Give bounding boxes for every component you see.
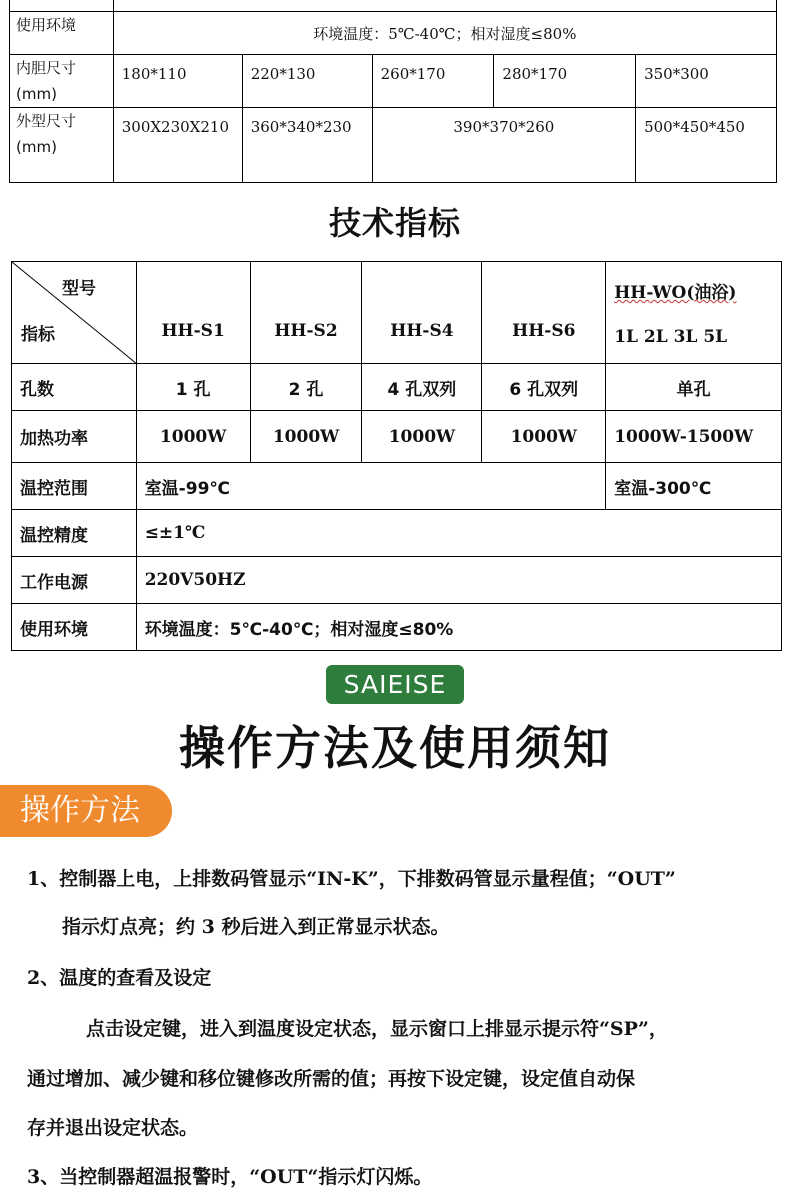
inner-size-cell: 280*170 [494, 55, 636, 108]
range-label: 温控范围 [12, 463, 137, 510]
corner-index-label: 指标 [21, 325, 55, 345]
spec-table-top [9, 0, 777, 183]
outer-size-cell: 300X230X210 [113, 108, 242, 183]
corner-model-label: 型号 [62, 279, 96, 299]
power-label: 加热功率 [12, 411, 137, 463]
tech-heading: 技术指标 [328, 204, 461, 242]
corner-header [12, 262, 137, 364]
p1-line2: 指示灯点亮；约 3 秒后进入到正常显示状态。 [62, 916, 450, 938]
p2-title: 2、温度的查看及设定 [27, 967, 212, 989]
range-wo: 室温-300℃ [606, 463, 782, 510]
inner-size-cell: 180*110 [113, 55, 242, 108]
env-label: 使用环境 [12, 604, 137, 651]
holes-label: 孔数 [12, 364, 137, 411]
p2-line1: 点击设定键，进入到温度设定状态，显示窗口上排显示提示符“SP”， [86, 1018, 668, 1040]
inner-size-label-line2: (mm) [16, 85, 57, 103]
inner-size-label [10, 55, 114, 108]
model-header: HH-S1 [136, 262, 250, 364]
outer-size-cell: 500*450*450 [636, 108, 777, 183]
section-tag: 操作方法 [0, 785, 172, 837]
power-cell: 1000W-1500W [606, 411, 782, 463]
p3-line1: 3、当控制器超温报警时，“OUT“指示灯闪烁。 [27, 1166, 433, 1188]
holes-cell: 2 孔 [250, 364, 362, 411]
outer-size-label-line2: (mm) [16, 138, 57, 156]
precision-value: ≤±1℃ [136, 510, 781, 557]
outer-size-cell: 390*370*260 [372, 108, 635, 183]
model-header-wo [606, 262, 782, 364]
power-cell: 1000W [362, 411, 482, 463]
power-cell: 1000W [250, 411, 362, 463]
holes-cell: 4 孔双列 [362, 364, 482, 411]
precision-label: 温控精度 [12, 510, 137, 557]
outer-size-label [10, 108, 114, 183]
supply-value: 220V50HZ [136, 557, 781, 604]
model-header: HH-S4 [362, 262, 482, 364]
inner-size-cell: 220*130 [242, 55, 372, 108]
power-cell: 1000W [136, 411, 250, 463]
model-header: HH-S6 [482, 262, 606, 364]
supply-label: 工作电源 [12, 557, 137, 604]
outer-size-label-line1: 外型尺寸 [16, 112, 77, 130]
model-wo-line1: HH-WO(油浴) [614, 283, 737, 303]
tech-table [11, 261, 782, 651]
ops-heading: 操作方法及使用须知 [179, 721, 611, 775]
holes-cell: 6 孔双列 [482, 364, 606, 411]
env-value: 环境温度：5℃-40℃；相对湿度≤80% [113, 12, 776, 55]
p1-line1: 1、控制器上电，上排数码管显示“IN-K”，下排数码管显示量程值；“OUT” [27, 868, 676, 890]
p2-line2: 通过增加、减少键和移位键修改所需的值；再按下设定键，设定值自动保 [27, 1068, 636, 1090]
inner-size-cell: 350*300 [636, 55, 777, 108]
holes-cell: 1 孔 [136, 364, 250, 411]
inner-size-cell: 260*170 [372, 55, 494, 108]
p2-line3: 存并退出设定状态。 [27, 1117, 199, 1139]
model-header: HH-S2 [250, 262, 362, 364]
inner-size-label-line1: 内胆尺寸 [16, 59, 77, 77]
env-value: 环境温度：5℃-40℃；相对湿度≤80% [136, 604, 781, 651]
outer-size-cell: 360*340*230 [242, 108, 372, 183]
brand-badge: SAIEISE [326, 665, 464, 704]
holes-cell: 单孔 [606, 364, 782, 411]
env-label: 使用环境 [10, 12, 114, 55]
model-wo-line2: 1L 2L 3L 5L [614, 327, 728, 347]
range-main: 室温-99℃ [136, 463, 606, 510]
power-cell: 1000W [482, 411, 606, 463]
